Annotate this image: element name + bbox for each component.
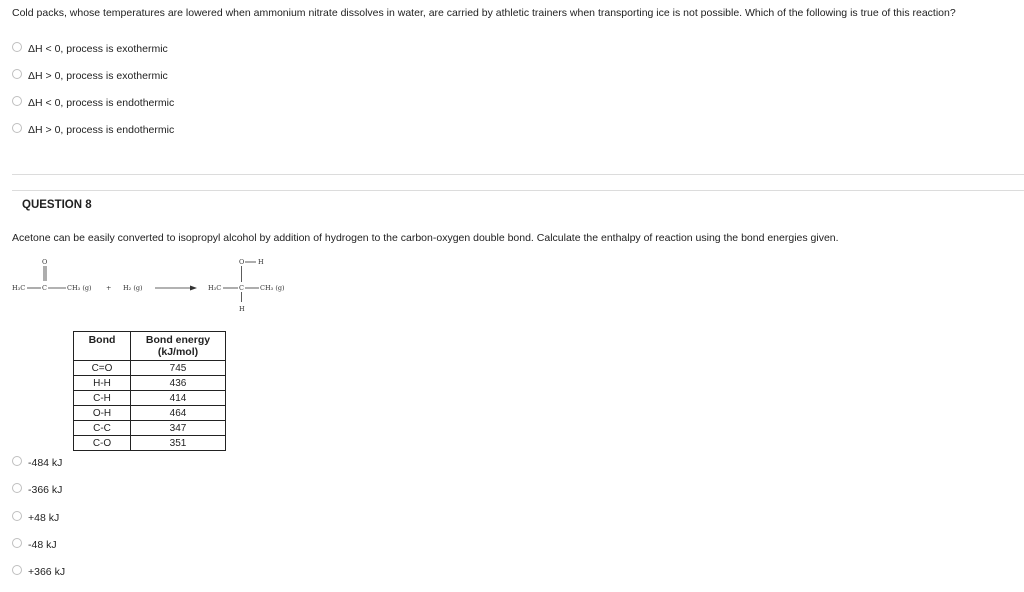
divider <box>12 174 1024 175</box>
bond-cell: C-C <box>74 421 131 436</box>
option-row[interactable] <box>12 565 65 592</box>
product-oxygen: O <box>239 258 245 266</box>
option-label: +48 kJ <box>28 511 60 524</box>
divider <box>12 190 1024 191</box>
option-row[interactable] <box>12 483 65 510</box>
option-row[interactable] <box>12 69 174 96</box>
option-label: +366 kJ <box>28 566 66 579</box>
bond-cell: H-H <box>74 376 131 391</box>
radio-button[interactable] <box>12 538 22 548</box>
table-row <box>74 376 226 391</box>
table-row <box>74 436 226 451</box>
table-row <box>74 361 226 376</box>
energy-cell: 745 <box>131 361 226 376</box>
reactant-oxygen: O <box>42 258 48 266</box>
radio-button[interactable] <box>12 565 22 575</box>
plus-sign: + <box>106 284 112 292</box>
question-7-options <box>12 42 174 150</box>
radio-button[interactable] <box>12 69 22 79</box>
option-label: -366 kJ <box>28 484 63 497</box>
radio-button[interactable] <box>12 42 22 52</box>
question-7-text: Cold packs, whose temperatures are lowered when ammonium nitrate dissolves in water, are carried by athletic trainers when transporting ice is not possible. Which of the following is true of this reaction? <box>12 7 956 19</box>
option-label: ΔH < 0, process is exothermic <box>28 43 168 55</box>
table-row <box>74 391 226 406</box>
product-methyl-right: CH₃ (g) <box>260 284 285 292</box>
bond-cell: C-H <box>74 391 131 406</box>
question-8-text: Acetone can be easily converted to isopropyl alcohol by addition of hydrogen to the carbon-oxygen double bond. Calculate the enthalpy of reaction using the bond energies given. <box>12 232 839 244</box>
option-row[interactable] <box>12 123 174 150</box>
radio-button[interactable] <box>12 123 22 133</box>
hydrogen-reactant: H₂ (g) <box>123 284 143 292</box>
product-carbon: C <box>239 284 244 292</box>
option-label: ΔH < 0, process is endothermic <box>28 97 175 109</box>
option-label: ΔH > 0, process is exothermic <box>28 70 168 82</box>
option-row[interactable] <box>12 538 65 565</box>
reactant-methyl-left: H₃C <box>12 284 26 292</box>
option-row[interactable] <box>12 42 174 69</box>
bond-cell: O-H <box>74 406 131 421</box>
column-header-bond: Bond <box>74 332 131 361</box>
option-row[interactable] <box>12 456 65 483</box>
arrow-head-icon <box>190 286 197 291</box>
bond-cell: C=O <box>74 361 131 376</box>
energy-cell: 436 <box>131 376 226 391</box>
bond-cell: C-O <box>74 436 131 451</box>
radio-button[interactable] <box>12 483 22 493</box>
radio-button[interactable] <box>12 511 22 521</box>
product-methyl-left: H₃C <box>208 284 222 292</box>
energy-cell: 464 <box>131 406 226 421</box>
option-label: -484 kJ <box>28 457 63 469</box>
option-row[interactable] <box>12 511 65 538</box>
option-label: -48 kJ <box>28 538 57 551</box>
table-header-row <box>74 332 226 361</box>
product-bottom-h: H <box>239 305 245 313</box>
radio-button[interactable] <box>12 96 22 106</box>
bond-energy-table <box>73 331 226 451</box>
question-8-options <box>12 456 65 592</box>
question-8-heading: QUESTION 8 <box>22 199 92 211</box>
radio-button[interactable] <box>12 456 22 466</box>
question-7 <box>12 7 1012 19</box>
option-row[interactable] <box>12 96 174 123</box>
energy-cell: 414 <box>131 391 226 406</box>
table-row <box>74 406 226 421</box>
reaction-diagram <box>12 255 302 315</box>
table-row <box>74 421 226 436</box>
reactant-methyl-right: CH₃ (g) <box>67 284 92 292</box>
reactant-carbon: C <box>42 284 47 292</box>
option-label: ΔH > 0, process is endothermic <box>28 124 175 136</box>
product-hydroxyl-h: H <box>258 258 264 266</box>
column-header-energy: Bond energy (kJ/mol) <box>131 332 226 361</box>
energy-cell: 347 <box>131 421 226 436</box>
energy-cell: 351 <box>131 436 226 451</box>
